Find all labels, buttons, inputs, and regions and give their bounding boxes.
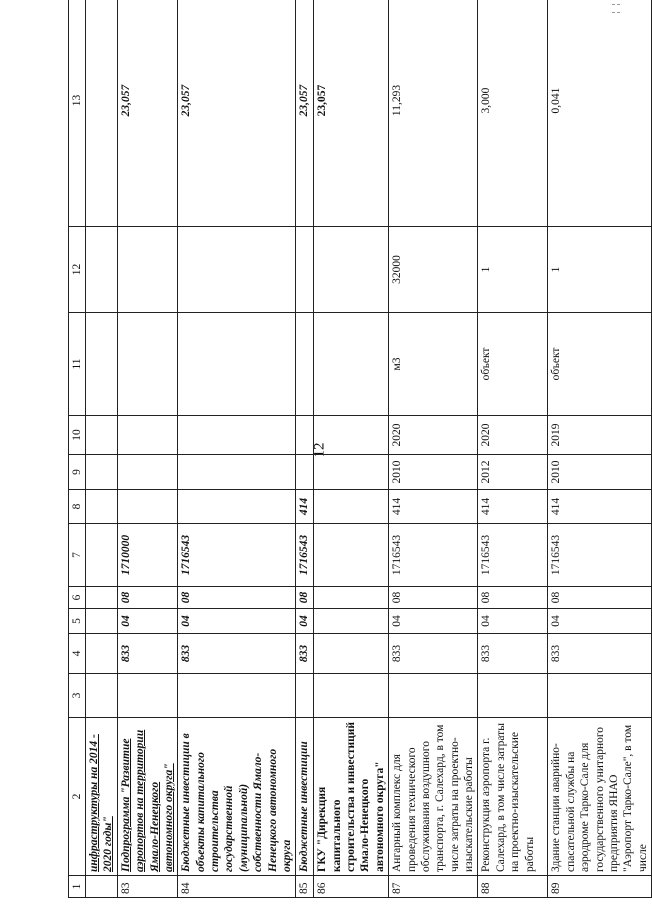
row-cell: 1716543 <box>478 524 548 587</box>
row-cell: объект <box>478 313 548 416</box>
row-cell: 08 <box>296 587 314 609</box>
column-header: 7 <box>69 524 86 587</box>
row-name: Здание станции аварийно-спасательной службы на аэродроме Тарко-Сале для государственного унитарного предприятия ЯНАО "Аэропорт Тарко-Сале", в том числе <box>548 718 652 876</box>
row-cell: 08 <box>389 587 478 609</box>
column-header: 11 <box>69 313 86 416</box>
row-cell <box>178 490 296 524</box>
table-row <box>548 0 652 898</box>
row-number: 86 <box>314 876 389 898</box>
row-cell: 833 <box>389 634 478 674</box>
row-cell <box>478 674 548 718</box>
row-cell: 2010 <box>389 455 478 490</box>
row-cell: 1710000 <box>117 524 178 587</box>
row-cell <box>117 227 178 313</box>
row-cell <box>314 524 389 587</box>
row-cell <box>86 524 118 587</box>
row-cell <box>296 313 314 416</box>
row-name: инфраструктуры на 2014 - 2020 годы" <box>86 718 118 876</box>
column-header: 9 <box>69 455 86 490</box>
column-header: 2 <box>69 718 86 876</box>
row-cell: 2012 <box>478 455 548 490</box>
table-row <box>314 0 389 898</box>
table-row <box>86 0 118 898</box>
column-header: 8 <box>69 490 86 524</box>
row-cell: 23,057 <box>117 0 178 227</box>
row-cell: 833 <box>548 634 652 674</box>
row-cell: 2019 <box>548 416 652 455</box>
row-cell <box>178 674 296 718</box>
row-cell: 833 <box>178 634 296 674</box>
row-cell: 1716543 <box>389 524 478 587</box>
row-cell: 833 <box>478 634 548 674</box>
row-cell <box>314 455 389 490</box>
row-cell <box>314 313 389 416</box>
row-cell: 414 <box>389 490 478 524</box>
row-cell: 1 <box>478 227 548 313</box>
row-cell <box>117 674 178 718</box>
row-number: 83 <box>117 876 178 898</box>
table-row <box>478 0 548 898</box>
row-cell <box>296 674 314 718</box>
row-cell <box>314 416 389 455</box>
row-number: 88 <box>478 876 548 898</box>
row-cell <box>389 674 478 718</box>
row-cell: 04 <box>478 609 548 634</box>
row-cell <box>296 455 314 490</box>
row-cell <box>314 587 389 609</box>
row-cell <box>178 227 296 313</box>
row-number: 85 <box>296 876 314 898</box>
column-header: 1 <box>69 876 86 898</box>
row-cell <box>86 490 118 524</box>
table-row <box>117 0 178 898</box>
row-cell: 833 <box>117 634 178 674</box>
column-header: 4 <box>69 634 86 674</box>
row-cell: 23,057 <box>314 0 389 227</box>
column-header: 13 <box>69 0 86 227</box>
row-cell: 2020 <box>478 416 548 455</box>
row-cell: 1 <box>548 227 652 313</box>
row-cell: 23,057 <box>178 0 296 227</box>
column-header: 6 <box>69 587 86 609</box>
column-header: 5 <box>69 609 86 634</box>
row-cell <box>86 587 118 609</box>
row-cell: 32000 <box>389 227 478 313</box>
row-cell <box>314 609 389 634</box>
row-cell: 414 <box>548 490 652 524</box>
row-cell: 08 <box>478 587 548 609</box>
row-name: ГКУ "Дирекция капитального строительства и инвестиций Ямало-Ненецкого автономного округа" <box>314 718 389 876</box>
row-number: 87 <box>389 876 478 898</box>
row-cell: 08 <box>117 587 178 609</box>
row-cell <box>86 0 118 227</box>
row-cell: 11,293 <box>389 0 478 227</box>
row-cell <box>314 490 389 524</box>
table-row <box>296 0 314 898</box>
budget-table-page <box>68 15 649 898</box>
row-cell <box>178 313 296 416</box>
row-cell: 0,041 <box>548 0 652 227</box>
row-cell: объект <box>548 313 652 416</box>
row-cell <box>296 227 314 313</box>
row-cell <box>548 674 652 718</box>
table-body <box>69 0 652 898</box>
row-cell: 04 <box>117 609 178 634</box>
row-cell: 2020 <box>389 416 478 455</box>
row-number <box>86 876 118 898</box>
row-cell <box>117 490 178 524</box>
row-cell: 1716543 <box>548 524 652 587</box>
row-cell <box>86 227 118 313</box>
row-cell: 04 <box>548 609 652 634</box>
row-cell <box>117 416 178 455</box>
row-cell <box>86 313 118 416</box>
row-cell <box>86 674 118 718</box>
row-name: Ангарный комплекс для проведения технического обслуживания воздушного транспорта, г. Салехард, в том числе затраты на проектно-изыскательские работы <box>389 718 478 876</box>
row-cell: м3 <box>389 313 478 416</box>
row-name: Подпрограмма "Развитие аэропортов на территории Ямало-Ненецкого автономного округа" <box>117 718 178 876</box>
row-number: 89 <box>548 876 652 898</box>
row-cell <box>178 455 296 490</box>
row-cell <box>314 634 389 674</box>
column-header-row <box>69 0 86 898</box>
column-header: 10 <box>69 416 86 455</box>
row-cell: 08 <box>178 587 296 609</box>
row-cell: 04 <box>296 609 314 634</box>
row-cell <box>86 455 118 490</box>
row-cell: 1716543 <box>296 524 314 587</box>
row-cell <box>178 416 296 455</box>
row-cell <box>117 455 178 490</box>
row-cell: 1716543 <box>178 524 296 587</box>
row-cell: 08 <box>548 587 652 609</box>
table-row <box>178 0 296 898</box>
row-cell: 3,000 <box>478 0 548 227</box>
row-cell: 414 <box>478 490 548 524</box>
column-header: 12 <box>69 227 86 313</box>
row-cell: 2010 <box>548 455 652 490</box>
scan-mark <box>612 4 620 5</box>
row-cell <box>314 674 389 718</box>
row-cell: 414 <box>296 490 314 524</box>
table-row <box>389 0 478 898</box>
row-cell <box>314 227 389 313</box>
row-name: Бюджетные инвестиции в объекты капитального строительства государственной (муниципальной) собственности Ямало-Ненецкого автономного округа <box>178 718 296 876</box>
row-name: Реконструкция аэропорта г. Салехард, в том числе затраты на проектно-изыскательские работы <box>478 718 548 876</box>
row-name: Бюджетные инвестиции <box>296 718 314 876</box>
row-cell: 23,057 <box>296 0 314 227</box>
row-cell: 833 <box>296 634 314 674</box>
scan-mark <box>612 12 620 13</box>
budget-table <box>68 0 652 898</box>
row-cell <box>117 313 178 416</box>
row-cell <box>86 416 118 455</box>
row-cell: 04 <box>178 609 296 634</box>
row-cell <box>296 416 314 455</box>
row-cell: 04 <box>389 609 478 634</box>
row-cell <box>86 609 118 634</box>
column-header: 3 <box>69 674 86 718</box>
row-cell <box>86 634 118 674</box>
row-number: 84 <box>178 876 296 898</box>
page-number: 12 <box>311 442 328 458</box>
